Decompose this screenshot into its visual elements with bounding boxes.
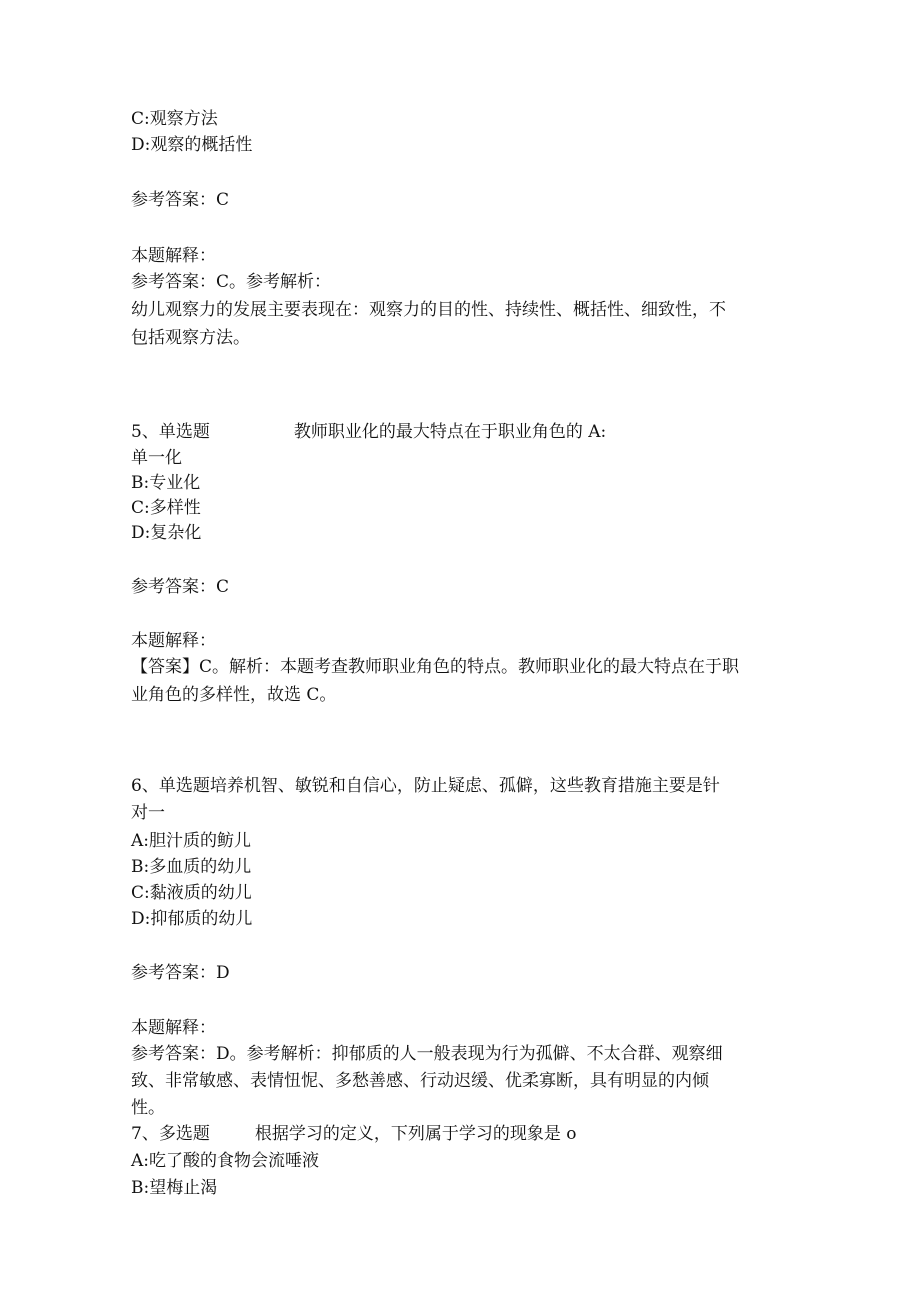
q5-answer: 参考答案：C: [131, 577, 230, 597]
q4-answer: 参考答案：C: [131, 190, 230, 210]
q6-answer: 参考答案：D: [131, 963, 230, 983]
q4-explain-label: 本题解释：: [131, 246, 216, 266]
q6-explain-label: 本题解释：: [131, 1018, 216, 1038]
q5-option-a: 单一化: [131, 448, 182, 468]
q7-option-b: B:望梅止渴: [131, 1178, 218, 1198]
q4-explain-line-2: 幼儿观察力的发展主要表现在：观察力的目的性、持续性、概括性、细致性，不: [131, 300, 726, 320]
q6-explain-line-1: 参考答案：D。参考解析：抑郁质的人一般表现为行为孤僻、不太合群、观察细: [131, 1044, 723, 1064]
q5-header: [131, 420, 606, 444]
q7-header: [131, 1122, 576, 1146]
q5-explain-line-1: 【答案】C。解析：本题考查教师职业角色的特点。教师职业化的最大特点在于职: [131, 657, 740, 677]
q6-explain-line-2: 致、非常敏感、表情忸怩、多愁善感、行动迟缓、优柔寡断，具有明显的内倾: [131, 1071, 709, 1091]
q6-option-b: B:多血质的幼儿: [131, 857, 252, 877]
q6-stem-line-2: 对一: [131, 803, 165, 823]
q6-option-c: C:黏液质的幼儿: [131, 883, 252, 903]
q7-option-a: A:吃了酸的食物会流唾液: [131, 1151, 320, 1171]
q4-option-c: C:观察方法: [131, 109, 218, 129]
q5-number-type: 5、单选题: [131, 422, 210, 442]
q5-option-c: C:多样性: [131, 498, 201, 518]
q4-explain-line-3: 包括观察方法。: [131, 328, 250, 348]
q6-explain-line-3: 性。: [131, 1098, 165, 1118]
q5-stem: 教师职业化的最大特点在于职业角色的 A:: [293, 422, 607, 442]
q6-option-a: A:胆汁质的鲂儿: [131, 831, 252, 851]
q4-explain-line-1: 参考答案：C。参考解析：: [131, 272, 332, 292]
q7-number-type: 7、多选题: [131, 1124, 210, 1144]
q5-explain-line-2: 业角色的多样性，故选 C。: [131, 685, 337, 705]
q6-stem-line-1: 6、单选题培养机智、敏锐和自信心，防止疑虑、孤僻，这些教育措施主要是针: [131, 776, 720, 796]
q4-option-d: D:观察的概括性: [131, 135, 253, 155]
q6-option-d: D:抑郁质的幼儿: [131, 909, 253, 929]
q5-explain-label: 本题解释：: [131, 631, 216, 651]
q7-stem: 根据学习的定义，下列属于学习的现象是 o: [254, 1124, 577, 1144]
q5-option-b: B:专业化: [131, 473, 201, 493]
q5-option-d: D:复杂化: [131, 523, 202, 543]
